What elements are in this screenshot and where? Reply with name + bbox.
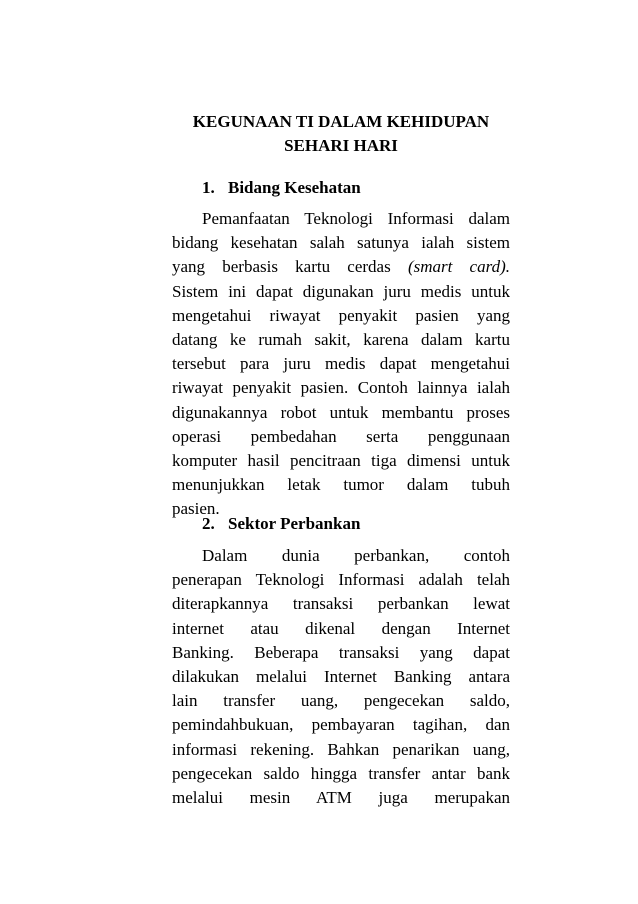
paragraph-line: datang ke rumah sakit, karena dalam kartu bbox=[172, 329, 510, 349]
section-number: 2. bbox=[202, 514, 215, 533]
paragraph-line: menunjukkan letak tumor dalam tubuh bbox=[172, 475, 510, 495]
paragraph-line: pasien. bbox=[172, 499, 220, 519]
paragraph-line: dilakukan melalui Internet Banking antara bbox=[172, 666, 510, 686]
section-heading-kesehatan bbox=[202, 176, 361, 200]
paragraph-line: mengetahui riwayat penyakit pasien yang bbox=[172, 305, 510, 325]
paragraph-text: yang berbasis kartu cerdas bbox=[172, 257, 391, 277]
paragraph-line: penerapan Teknologi Informasi adalah telah bbox=[172, 570, 510, 590]
section-number: 1. bbox=[202, 178, 215, 197]
paragraph-line: tersebut para juru medis dapat mengetahui bbox=[172, 354, 510, 374]
paragraph-line: informasi rekening. Bahkan penarikan uang, bbox=[172, 739, 510, 759]
paragraph-line: lain transfer uang, pengecekan saldo, bbox=[172, 691, 510, 711]
paragraph-line: pemindahbukuan, pembayaran tagihan, dan bbox=[172, 715, 510, 735]
section-heading-perbankan bbox=[202, 512, 360, 536]
paragraph-line: bidang kesehatan salah satunya ialah sistem bbox=[172, 233, 510, 253]
paragraph-line bbox=[172, 255, 510, 279]
title-line-1: KEGUNAAN TI DALAM KEHIDUPAN bbox=[192, 112, 490, 131]
paragraph-line: diterapkannya transaksi perbankan lewat bbox=[172, 594, 510, 614]
page-title bbox=[172, 110, 510, 158]
paragraph-line: internet atau dikenal dengan Internet bbox=[172, 618, 510, 638]
paragraph-line: Pemanfaatan Teknologi Informasi dalam bbox=[202, 209, 510, 228]
title-line-2: SEHARI HARI bbox=[284, 136, 398, 155]
paragraph-kesehatan bbox=[172, 207, 510, 521]
paragraph-line: komputer hasil pencitraan tiga dimensi untuk bbox=[172, 450, 510, 470]
section-title: Bidang Kesehatan bbox=[228, 178, 361, 197]
paragraph-line: Dalam dunia perbankan, contoh bbox=[202, 546, 510, 565]
paragraph-line: operasi pembedahan serta penggunaan bbox=[172, 426, 510, 446]
paragraph-perbankan bbox=[172, 544, 510, 810]
paragraph-line: Banking. Beberapa transaksi yang dapat bbox=[172, 642, 510, 662]
paragraph-line: pengecekan saldo hingga transfer antar bank bbox=[172, 763, 510, 783]
paragraph-line: Sistem ini dapat digunakan juru medis untuk bbox=[172, 281, 510, 301]
paragraph-line: melalui mesin ATM juga merupakan bbox=[172, 787, 510, 807]
italic-term: (smart card). bbox=[407, 257, 510, 277]
paragraph-line: riwayat penyakit pasien. Contoh lainnya ialah bbox=[172, 378, 510, 398]
section-title: Sektor Perbankan bbox=[228, 514, 361, 533]
paragraph-line: digunakannya robot untuk membantu proses bbox=[172, 402, 510, 422]
